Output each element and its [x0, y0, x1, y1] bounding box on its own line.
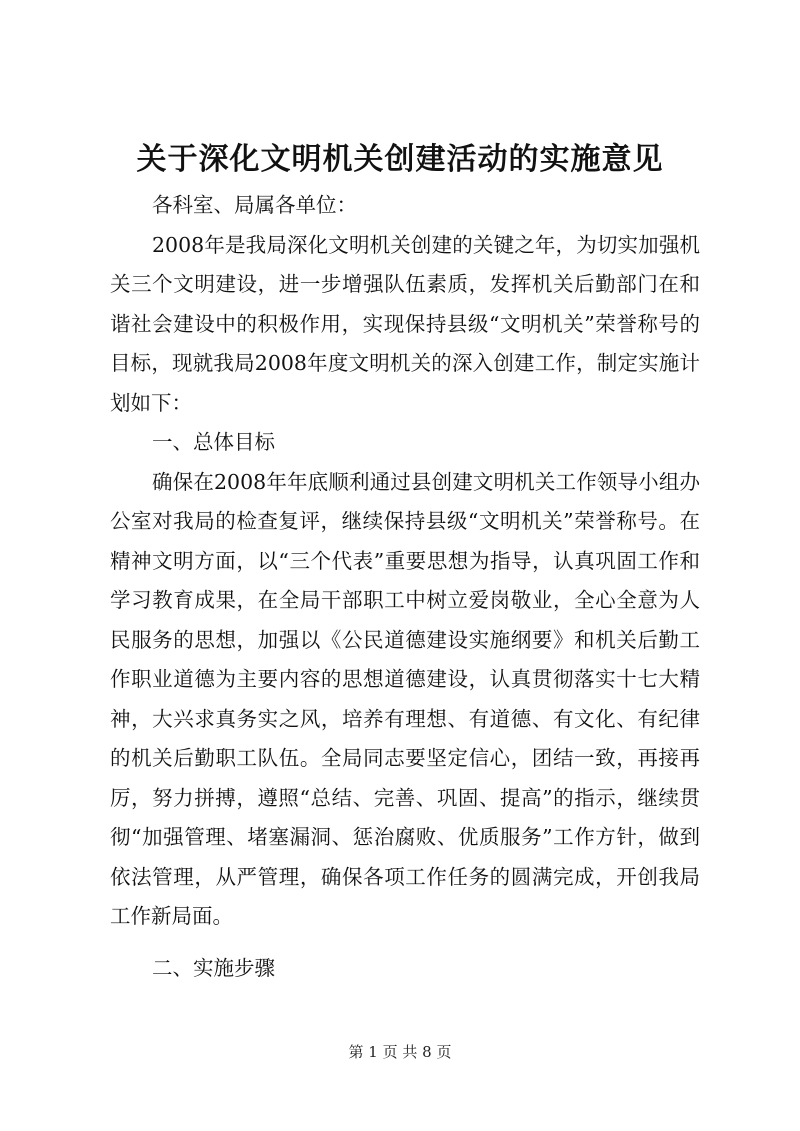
section-heading-steps: 二、实施步骤: [152, 955, 276, 980]
goals-paragraph: 确保在2008年年底顺利通过县创建文明机关工作领导小组办公室对我局的检查复评，继续保持县级“文明机关”荣誉称号。在精神文明方面，以“三个代表”重要思想为指导，认真巩固工作和学习教育成果，在全局干部职工中树立爱岗敬业，全心全意为人民服务的思想，加强以《公民道德建设实施纲要》和机关后勤工作职业道德为主要内容的思想道德建设，认真贯彻落实十七大精神，大兴求真务实之风，培养有理想、有道德、有文化、有纪律的机关后勤职工队伍。全局同志要坚定信心，团结一致，再接再厉，努力拼搏，遵照“总结、完善、巩固、提高”的指示，继续贯彻“加强管理、堵塞漏洞、惩治腐败、优质服务”工作方针，做到依法管理，从严管理，确保各项工作任务的圆满完成，开创我局工作新局面。: [110, 469, 700, 928]
salutation: 各科室、局属各单位：: [152, 193, 358, 217]
page-number-footer: 第 1 页 共 8 页: [348, 1043, 452, 1061]
section-heading-goals: 一、总体目标: [152, 430, 276, 454]
document-body: [110, 186, 700, 988]
document-title: 关于深化文明机关创建活动的实施意见: [136, 142, 664, 177]
intro-paragraph: 2008年是我局深化文明机关创建的关键之年，为切实加强机关三个文明建设，进一步增强队伍素质，发挥机关后勤部门在和谐社会建设中的积极作用，实现保持县级“文明机关”荣誉称号的目标，现就我局2008年度文明机关的深入创建工作，制定实施计划如下：: [110, 232, 700, 415]
